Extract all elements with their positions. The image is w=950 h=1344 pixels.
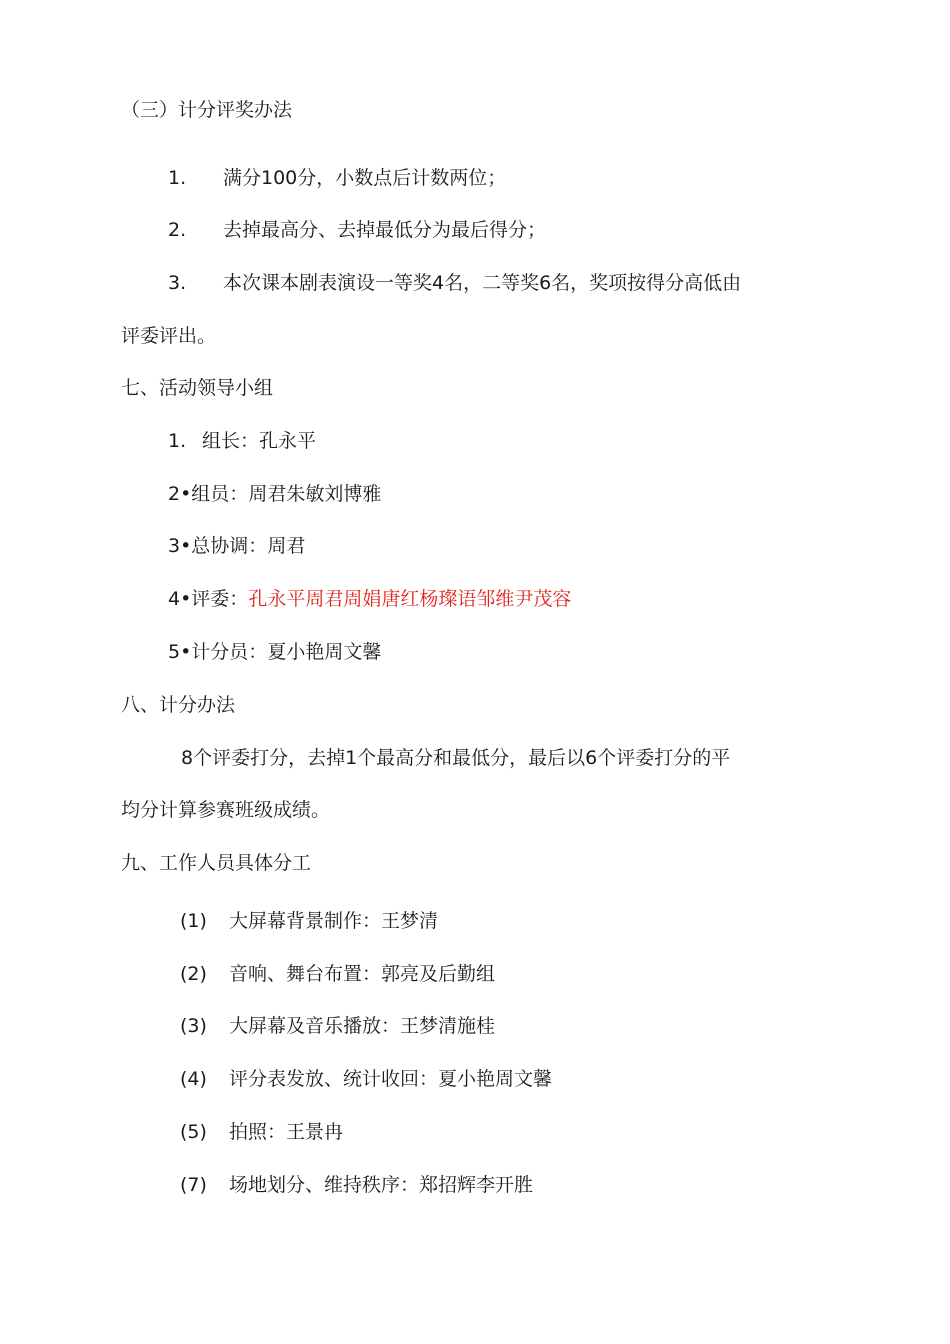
item-label: 组员： bbox=[191, 483, 249, 505]
item-text: 大屏幕背景制作：王梦清 bbox=[229, 910, 439, 932]
section9-item-7 bbox=[180, 1172, 533, 1198]
item-number: (1) bbox=[180, 910, 207, 932]
section9-item-3 bbox=[180, 1013, 495, 1039]
item-number: 5• bbox=[168, 641, 192, 663]
item-number: 1. bbox=[168, 167, 187, 189]
item-text: 本次课本剧表演设一等奖4名，二等奖6名，奖项按得分高低由 bbox=[223, 272, 742, 294]
section3-item-3-continued: 评委评出。 bbox=[121, 325, 217, 347]
item-value: 周君 bbox=[267, 535, 306, 557]
section8-paragraph-line-2: 均分计算参赛班级成绩。 bbox=[121, 799, 331, 821]
item-number: (4) bbox=[180, 1068, 207, 1090]
item-text: 场地划分、维持秩序：郑招辉李开胜 bbox=[229, 1174, 534, 1196]
item-number: (2) bbox=[180, 963, 207, 985]
item-number: 3. bbox=[168, 272, 187, 294]
section9-item-2 bbox=[180, 961, 495, 987]
section7-item-4 bbox=[168, 586, 571, 612]
judges-names: 孔永平周君周娟唐红杨璨语邹维尹茂容 bbox=[248, 588, 572, 610]
item-label: 评委： bbox=[191, 588, 249, 610]
item-label: 组长： bbox=[202, 430, 260, 452]
section3-item-2 bbox=[168, 217, 546, 243]
item-number: 3• bbox=[168, 535, 192, 557]
section7-item-2 bbox=[168, 481, 381, 507]
item-value: 夏小艳周文馨 bbox=[267, 641, 382, 663]
section7-heading: 七、活动领导小组 bbox=[121, 377, 274, 399]
item-text: 音响、舞台布置：郭亮及后勤组 bbox=[229, 963, 496, 985]
item-text: 满分100分，小数点后计数两位； bbox=[223, 167, 507, 189]
section3-heading: （三）计分评奖办法 bbox=[121, 99, 293, 121]
item-value: 孔永平 bbox=[259, 430, 317, 452]
item-number: (3) bbox=[180, 1015, 207, 1037]
item-label: 总协调： bbox=[191, 535, 268, 557]
item-number: 2• bbox=[168, 483, 192, 505]
item-number: 2. bbox=[168, 219, 187, 241]
section8-heading: 八、计分办法 bbox=[121, 694, 236, 716]
item-number: (7) bbox=[180, 1174, 207, 1196]
section9-item-4 bbox=[180, 1066, 552, 1092]
section7-item-5 bbox=[168, 639, 381, 665]
item-text: 评分表发放、统计收回：夏小艳周文馨 bbox=[229, 1068, 553, 1090]
item-label: 计分员： bbox=[191, 641, 268, 663]
section3-item-1 bbox=[168, 165, 506, 191]
section9-heading: 九、工作人员具体分工 bbox=[121, 852, 312, 874]
section3-item-3 bbox=[168, 270, 741, 296]
section9-item-1 bbox=[180, 908, 438, 934]
item-value: 周君朱敏刘博雅 bbox=[248, 483, 382, 505]
section9-item-5 bbox=[180, 1119, 343, 1145]
item-number: 4• bbox=[168, 588, 192, 610]
item-number: 1. bbox=[168, 430, 187, 452]
item-number: (5) bbox=[180, 1121, 207, 1143]
section8-paragraph-line-1: 8个评委打分，去掉1个最高分和最低分，最后以6个评委打分的平 bbox=[181, 747, 731, 769]
item-text: 大屏幕及音乐播放：王梦清施桂 bbox=[229, 1015, 496, 1037]
item-text: 去掉最高分、去掉最低分为最后得分； bbox=[223, 219, 547, 241]
section7-item-3 bbox=[168, 533, 305, 559]
section7-item-1 bbox=[168, 428, 316, 454]
item-text: 拍照：王景冉 bbox=[229, 1121, 344, 1143]
